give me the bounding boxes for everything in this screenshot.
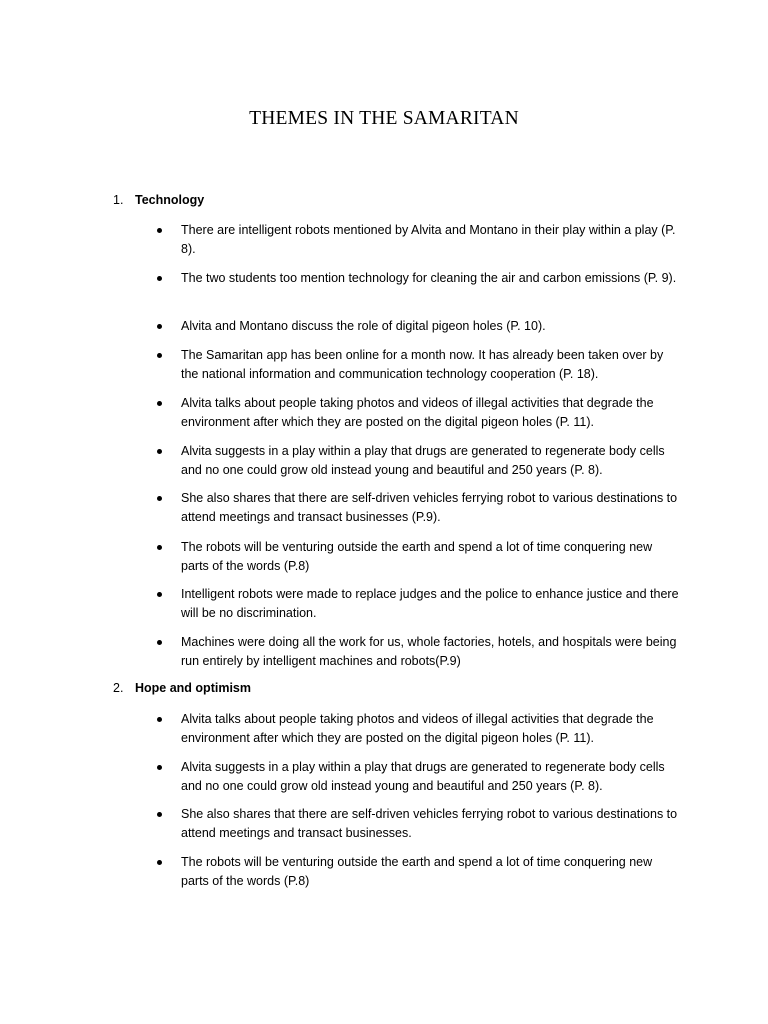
section-title: Hope and optimism xyxy=(135,681,251,695)
document-title: THEMES IN THE SAMARITAN xyxy=(249,108,519,129)
list-item-text: There are intelligent robots mentioned by Alvita and Montano in their play within a play (P. 8). xyxy=(181,223,676,256)
bullet-icon xyxy=(157,860,162,865)
list-item-text: She also shares that there are self-driven vehicles ferrying robot to various destinations to attend meetings and transact businesses. xyxy=(181,807,678,840)
bullet-icon xyxy=(157,401,162,406)
list-item-text: She also shares that there are self-driven vehicles ferrying robot to various destinations to attend meetings and transact businesses (P.9). xyxy=(181,491,678,524)
section-number: 1. xyxy=(113,193,124,207)
bullet-icon xyxy=(157,353,162,358)
bullet-icon xyxy=(157,640,162,645)
bullet-icon xyxy=(157,496,162,501)
bullet-icon xyxy=(157,812,162,817)
bullet-icon xyxy=(157,545,162,550)
list-item-text: Alvita talks about people taking photos and videos of illegal activities that degrade the environment after which they are posted on the digital pigeon holes (P. 11). xyxy=(181,712,654,745)
list-item-text: Intelligent robots were made to replace judges and the police to enhance justice and there will be no discrimination. xyxy=(181,587,679,620)
list-item-text: Alvita talks about people taking photos and videos of illegal activities that degrade the environment after which they are posted on the digital pigeon holes (P. 11). xyxy=(181,396,654,429)
list-item-text: The robots will be venturing outside the earth and spend a lot of time conquering new parts of the words (P.8) xyxy=(181,540,653,573)
list-item-text: Machines were doing all the work for us, whole factories, hotels, and hospitals were being run entirely by intelligent machines and robots(P.9) xyxy=(181,635,677,668)
list-item-text: The two students too mention technology for cleaning the air and carbon emissions (P. 9). xyxy=(181,271,677,285)
bullet-icon xyxy=(157,717,162,722)
bullet-icon xyxy=(157,765,162,770)
section-number: 2. xyxy=(113,681,124,695)
list-item-text: Alvita and Montano discuss the role of digital pigeon holes (P. 10). xyxy=(181,319,546,333)
bullet-icon xyxy=(157,592,162,597)
list-item-text: Alvita suggests in a play within a play that drugs are generated to regenerate body cells and no one could grow old instead young and beautiful and 250 years (P. 8). xyxy=(181,444,665,477)
bullet-icon xyxy=(157,228,162,233)
list-item-text: The Samaritan app has been online for a month now. It has already been taken over by the national information and communication technology cooperation (P. 18). xyxy=(181,348,664,381)
list-item-text: Alvita suggests in a play within a play that drugs are generated to regenerate body cells and no one could grow old instead young and beautiful and 250 years (P. 8). xyxy=(181,760,665,793)
bullet-icon xyxy=(157,276,162,281)
bullet-icon xyxy=(157,449,162,454)
section-title: Technology xyxy=(135,193,205,207)
bullet-icon xyxy=(157,324,162,329)
list-item-text: The robots will be venturing outside the earth and spend a lot of time conquering new parts of the words (P.8) xyxy=(181,855,653,888)
